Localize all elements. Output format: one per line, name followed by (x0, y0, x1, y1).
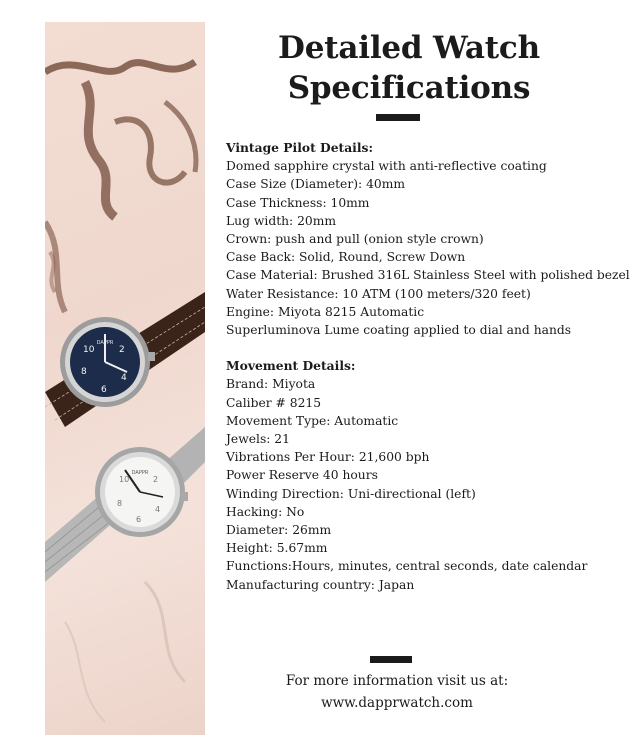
spec-item: Superluminova Lume coating applied to dial and hands (226, 323, 572, 338)
website-link[interactable]: www.dapprwatch.com (321, 695, 473, 711)
svg-text:6: 6 (101, 385, 107, 395)
pilot-heading: Vintage Pilot Details: (226, 140, 373, 155)
spec-item: Jewels: 21 (226, 432, 290, 447)
spec-item: Height: 5.67mm (226, 541, 328, 556)
spec-item: Manufacturing country: Japan (226, 577, 415, 592)
spec-item: Movement Type: Automatic (226, 413, 399, 428)
spec-item: Crown: push and pull (onion style crown) (226, 232, 484, 247)
spec-item: Engine: Miyota 8215 Automatic (226, 304, 425, 319)
footer (262, 670, 532, 714)
spec-item: Water Resistance: 10 ATM (100 meters/320 feet) (226, 286, 531, 301)
spec-item: Vibrations Per Hour: 21,600 bph (226, 450, 430, 465)
spec-item: Caliber # 8215 (226, 395, 322, 410)
watch-photo-illustration (45, 22, 205, 735)
svg-text:2: 2 (119, 345, 125, 355)
title-line-1: Detailed Watch (278, 30, 540, 66)
spec-item: Case Thickness: 10mm (226, 195, 370, 210)
watch-photo (45, 22, 205, 735)
footer-divider (370, 656, 412, 663)
footer-text: For more information visit us at: (285, 673, 509, 689)
section-gap (226, 339, 626, 357)
svg-text:4: 4 (121, 373, 127, 383)
spec-item: Case Size (Diameter): 40mm (226, 177, 406, 192)
spec-item: Brand: Miyota (226, 377, 316, 392)
svg-text:10: 10 (119, 475, 130, 484)
spec-item: Functions:Hours, minutes, central seconds, date calendar (226, 559, 588, 574)
spec-item: Hacking: No (226, 504, 305, 519)
svg-text:8: 8 (117, 499, 123, 508)
title-divider (376, 114, 420, 121)
movement-heading: Movement Details: (226, 358, 356, 374)
spec-item: Domed sapphire crystal with anti-reflective coating (226, 159, 547, 174)
spec-item: Winding Direction: Uni-directional (left) (226, 486, 476, 501)
svg-text:10: 10 (83, 345, 95, 355)
spec-item: Lug width: 20mm (226, 213, 337, 228)
svg-text:6: 6 (136, 515, 142, 524)
spec-item: Case Material: Brushed 316L Stainless Steel with polished bezel (226, 268, 630, 283)
title-line-2: Specifications (287, 70, 531, 106)
blue-watch (60, 317, 155, 407)
blue-watch-brand: DAPPR (96, 340, 114, 346)
svg-text:2: 2 (153, 475, 159, 484)
spec-item: Case Back: Solid, Round, Screw Down (226, 250, 466, 265)
svg-text:4: 4 (155, 505, 161, 514)
svg-text:8: 8 (81, 367, 87, 377)
page-title (232, 28, 586, 108)
spec-item: Power Reserve 40 hours (226, 468, 378, 483)
white-watch-brand: DAPPR (131, 470, 149, 476)
spec-item: Diameter: 26mm (226, 523, 332, 538)
spec-list (226, 139, 630, 594)
